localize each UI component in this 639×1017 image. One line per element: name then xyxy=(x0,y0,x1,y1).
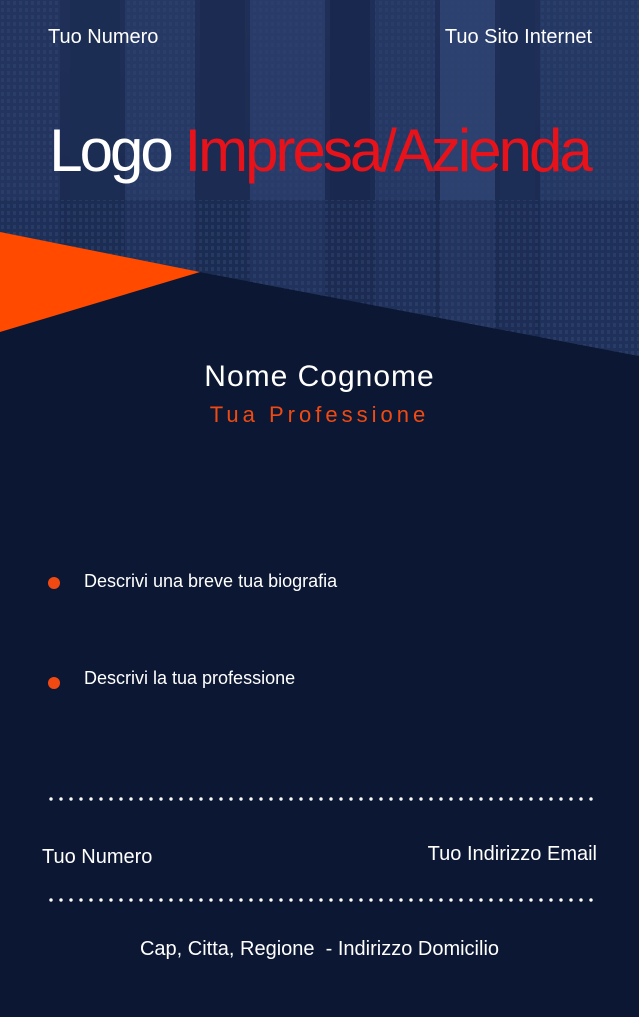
logo-company: Impresa/Azienda xyxy=(184,117,590,184)
person-profession: Tua Professione xyxy=(209,402,430,427)
footer-phone: Tuo Numero xyxy=(42,846,153,868)
dotted-divider xyxy=(46,797,596,801)
footer-address: Cap, Citta, Regione - Indirizzo Domicilio xyxy=(139,938,500,960)
bio-item: Descrivi la tua professione xyxy=(84,668,296,688)
header-phone: Tuo Numero xyxy=(48,26,159,48)
footer-email: Tuo Indirizzo Email xyxy=(427,843,597,865)
bullet-dot xyxy=(48,577,60,589)
bio-item: Descrivi una breve tua biografia xyxy=(84,571,338,591)
bullet-dot xyxy=(48,677,60,689)
logo-word: Logo xyxy=(49,117,171,184)
dotted-divider xyxy=(46,898,596,902)
header-website: Tuo Sito Internet xyxy=(444,26,592,48)
person-name: Nome Cognome xyxy=(204,360,435,393)
company-logo xyxy=(0,115,639,187)
